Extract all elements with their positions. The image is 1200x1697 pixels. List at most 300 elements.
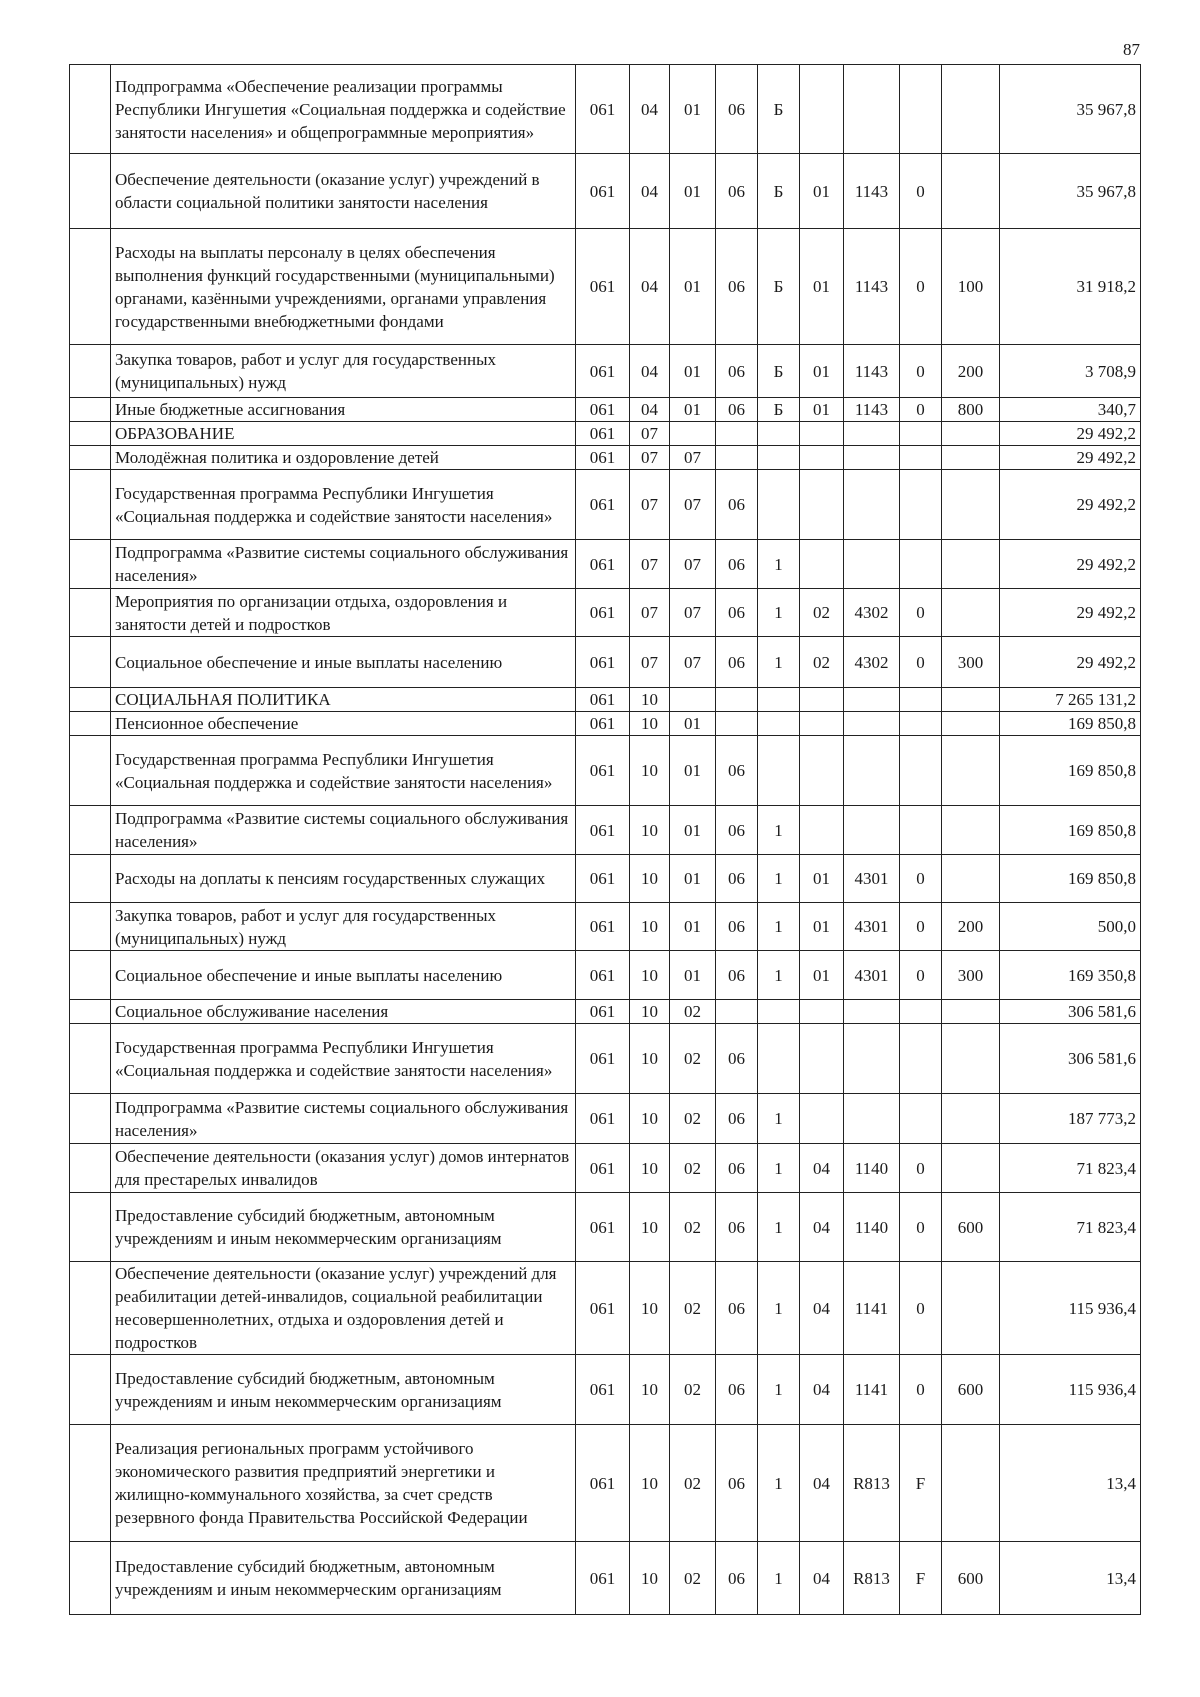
- table-row: [70, 589, 1141, 637]
- code-subprogram-cell: 1: [758, 903, 800, 951]
- table-row: [70, 1262, 1141, 1355]
- code-direction-cell: 1143: [844, 154, 900, 229]
- table-row: [70, 1000, 1141, 1024]
- code-event-cell: 01: [800, 951, 844, 1000]
- table-row: [70, 712, 1141, 736]
- amount-cell: 29 492,2: [1000, 446, 1141, 470]
- code-ved-cell: 061: [576, 903, 630, 951]
- code-program-cell: 06: [716, 345, 758, 398]
- code-subprogram-cell: Б: [758, 398, 800, 422]
- amount-cell: 306 581,6: [1000, 1000, 1141, 1024]
- code-direction-cell: 1143: [844, 398, 900, 422]
- code-expense-type-cell: 300: [942, 951, 1000, 1000]
- row-name-cell: Расходы на доплаты к пенсиям государственных служащих: [111, 855, 576, 903]
- table-row: [70, 1193, 1141, 1262]
- code-pr-cell: 02: [670, 1094, 716, 1144]
- code-program-cell: 06: [716, 540, 758, 589]
- code-expense-type-cell: [942, 736, 1000, 806]
- code-rz-cell: 10: [630, 736, 670, 806]
- code-pr-cell: 01: [670, 398, 716, 422]
- row-blank-cell: [70, 154, 111, 229]
- code-subprogram-cell: 1: [758, 855, 800, 903]
- table-row: [70, 65, 1141, 154]
- amount-cell: 29 492,2: [1000, 540, 1141, 589]
- amount-cell: 115 936,4: [1000, 1355, 1141, 1425]
- code-event-cell: 01: [800, 903, 844, 951]
- code-expense-type-cell: [942, 422, 1000, 446]
- code-pr-cell: 01: [670, 951, 716, 1000]
- code-event-cell: [800, 65, 844, 154]
- code-suffix-cell: 0: [900, 345, 942, 398]
- code-event-cell: 04: [800, 1262, 844, 1355]
- code-program-cell: 06: [716, 1193, 758, 1262]
- code-event-cell: 01: [800, 398, 844, 422]
- code-ved-cell: 061: [576, 65, 630, 154]
- row-name-cell: Реализация региональных программ устойчивого экономического развития предприятий энергетики и жилищно-коммунального хозяйства, за счет средств резервного фонда Правительства Российской Федерации: [111, 1425, 576, 1542]
- row-name-cell: ОБРАЗОВАНИЕ: [111, 422, 576, 446]
- amount-cell: 71 823,4: [1000, 1193, 1141, 1262]
- code-program-cell: 06: [716, 398, 758, 422]
- code-expense-type-cell: [942, 1000, 1000, 1024]
- code-program-cell: 06: [716, 589, 758, 637]
- code-subprogram-cell: 1: [758, 1542, 800, 1615]
- code-direction-cell: 4301: [844, 951, 900, 1000]
- code-direction-cell: 4301: [844, 855, 900, 903]
- code-expense-type-cell: [942, 65, 1000, 154]
- code-program-cell: 06: [716, 65, 758, 154]
- page-number: 87: [1123, 40, 1140, 59]
- amount-cell: 169 850,8: [1000, 736, 1141, 806]
- code-ved-cell: 061: [576, 1024, 630, 1094]
- table-row: [70, 688, 1141, 712]
- row-name-cell: Обеспечение деятельности (оказание услуг) учреждений для реабилитации детей-инвалидов, социальной реабилитации несовершеннолетних, отдыха и оздоровления детей и подростков: [111, 1262, 576, 1355]
- code-event-cell: 04: [800, 1144, 844, 1193]
- code-rz-cell: 10: [630, 903, 670, 951]
- code-event-cell: 04: [800, 1193, 844, 1262]
- code-program-cell: 06: [716, 154, 758, 229]
- code-program-cell: [716, 688, 758, 712]
- row-name-cell: Обеспечение деятельности (оказание услуг) учреждений в области социальной политики занятости населения: [111, 154, 576, 229]
- row-blank-cell: [70, 637, 111, 688]
- code-suffix-cell: [900, 1094, 942, 1144]
- code-subprogram-cell: 1: [758, 1144, 800, 1193]
- row-blank-cell: [70, 806, 111, 855]
- code-subprogram-cell: Б: [758, 154, 800, 229]
- row-blank-cell: [70, 229, 111, 345]
- code-suffix-cell: [900, 65, 942, 154]
- table-row: [70, 637, 1141, 688]
- code-ved-cell: 061: [576, 688, 630, 712]
- code-direction-cell: 1143: [844, 229, 900, 345]
- code-expense-type-cell: 200: [942, 903, 1000, 951]
- amount-cell: 35 967,8: [1000, 154, 1141, 229]
- code-ved-cell: 061: [576, 806, 630, 855]
- code-subprogram-cell: [758, 736, 800, 806]
- row-name-cell: Подпрограмма «Обеспечение реализации программы Республики Ингушетия «Социальная поддержка и содействие занятости населения» и общепрограммные мероприятия»: [111, 65, 576, 154]
- code-subprogram-cell: 1: [758, 1262, 800, 1355]
- code-rz-cell: 04: [630, 154, 670, 229]
- code-ved-cell: 061: [576, 229, 630, 345]
- code-ved-cell: 061: [576, 422, 630, 446]
- code-direction-cell: 1141: [844, 1355, 900, 1425]
- code-pr-cell: 07: [670, 470, 716, 540]
- code-event-cell: 01: [800, 229, 844, 345]
- code-suffix-cell: [900, 688, 942, 712]
- table-row: [70, 446, 1141, 470]
- code-expense-type-cell: 200: [942, 345, 1000, 398]
- amount-cell: 29 492,2: [1000, 470, 1141, 540]
- code-direction-cell: 4301: [844, 903, 900, 951]
- code-expense-type-cell: [942, 1262, 1000, 1355]
- amount-cell: 29 492,2: [1000, 637, 1141, 688]
- row-blank-cell: [70, 1024, 111, 1094]
- amount-cell: 169 350,8: [1000, 951, 1141, 1000]
- code-pr-cell: 07: [670, 637, 716, 688]
- code-direction-cell: [844, 1094, 900, 1144]
- code-ved-cell: 061: [576, 1262, 630, 1355]
- amount-cell: 31 918,2: [1000, 229, 1141, 345]
- code-suffix-cell: [900, 806, 942, 855]
- row-blank-cell: [70, 1425, 111, 1542]
- code-rz-cell: 04: [630, 345, 670, 398]
- amount-cell: 169 850,8: [1000, 712, 1141, 736]
- code-program-cell: 06: [716, 903, 758, 951]
- code-suffix-cell: F: [900, 1542, 942, 1615]
- code-rz-cell: 04: [630, 65, 670, 154]
- table-row: [70, 398, 1141, 422]
- row-blank-cell: [70, 470, 111, 540]
- code-event-cell: [800, 470, 844, 540]
- code-rz-cell: 10: [630, 806, 670, 855]
- code-rz-cell: 07: [630, 422, 670, 446]
- code-pr-cell: 01: [670, 806, 716, 855]
- row-blank-cell: [70, 1262, 111, 1355]
- code-subprogram-cell: [758, 1024, 800, 1094]
- amount-cell: 340,7: [1000, 398, 1141, 422]
- row-name-cell: Расходы на выплаты персоналу в целях обеспечения выполнения функций государственными (муниципальными) органами, казёнными учреждениями, органами управления государственными внебюджетными фондами: [111, 229, 576, 345]
- row-blank-cell: [70, 589, 111, 637]
- code-ved-cell: 061: [576, 446, 630, 470]
- code-subprogram-cell: 1: [758, 951, 800, 1000]
- code-rz-cell: 10: [630, 1024, 670, 1094]
- code-rz-cell: 10: [630, 855, 670, 903]
- code-ved-cell: 061: [576, 1425, 630, 1542]
- code-suffix-cell: [900, 1024, 942, 1094]
- code-event-cell: 02: [800, 637, 844, 688]
- table-row: [70, 1024, 1141, 1094]
- code-program-cell: 06: [716, 1094, 758, 1144]
- row-blank-cell: [70, 1144, 111, 1193]
- code-suffix-cell: 0: [900, 154, 942, 229]
- code-subprogram-cell: 1: [758, 1425, 800, 1542]
- code-program-cell: 06: [716, 1144, 758, 1193]
- row-blank-cell: [70, 712, 111, 736]
- row-name-cell: Государственная программа Республики Ингушетия «Социальная поддержка и содействие занятости населения»: [111, 1024, 576, 1094]
- row-blank-cell: [70, 903, 111, 951]
- code-rz-cell: 10: [630, 1193, 670, 1262]
- code-pr-cell: 01: [670, 65, 716, 154]
- code-subprogram-cell: [758, 712, 800, 736]
- code-direction-cell: [844, 806, 900, 855]
- code-rz-cell: 07: [630, 637, 670, 688]
- code-expense-type-cell: 100: [942, 229, 1000, 345]
- code-event-cell: [800, 736, 844, 806]
- code-rz-cell: 07: [630, 540, 670, 589]
- code-expense-type-cell: [942, 712, 1000, 736]
- code-expense-type-cell: [942, 446, 1000, 470]
- code-suffix-cell: [900, 422, 942, 446]
- code-suffix-cell: 0: [900, 589, 942, 637]
- code-subprogram-cell: [758, 422, 800, 446]
- code-ved-cell: 061: [576, 1094, 630, 1144]
- code-rz-cell: 04: [630, 229, 670, 345]
- row-blank-cell: [70, 446, 111, 470]
- row-name-cell: Молодёжная политика и оздоровление детей: [111, 446, 576, 470]
- table-row: [70, 736, 1141, 806]
- code-program-cell: 06: [716, 229, 758, 345]
- code-subprogram-cell: Б: [758, 345, 800, 398]
- code-event-cell: [800, 688, 844, 712]
- code-pr-cell: 01: [670, 712, 716, 736]
- code-pr-cell: 01: [670, 154, 716, 229]
- row-name-cell: Предоставление субсидий бюджетным, автономным учреждениям и иным некоммерческим организациям: [111, 1542, 576, 1615]
- code-event-cell: 04: [800, 1542, 844, 1615]
- table-row: [70, 154, 1141, 229]
- row-name-cell: СОЦИАЛЬНАЯ ПОЛИТИКА: [111, 688, 576, 712]
- code-direction-cell: [844, 688, 900, 712]
- code-direction-cell: 1140: [844, 1193, 900, 1262]
- table-row: [70, 1355, 1141, 1425]
- code-direction-cell: R813: [844, 1542, 900, 1615]
- code-rz-cell: 10: [630, 1355, 670, 1425]
- code-event-cell: [800, 1000, 844, 1024]
- amount-cell: 187 773,2: [1000, 1094, 1141, 1144]
- row-name-cell: Предоставление субсидий бюджетным, автономным учреждениям и иным некоммерческим организациям: [111, 1355, 576, 1425]
- code-suffix-cell: 0: [900, 637, 942, 688]
- code-direction-cell: [844, 65, 900, 154]
- code-suffix-cell: [900, 470, 942, 540]
- code-expense-type-cell: 600: [942, 1355, 1000, 1425]
- code-ved-cell: 061: [576, 736, 630, 806]
- table-row: [70, 951, 1141, 1000]
- code-expense-type-cell: 300: [942, 637, 1000, 688]
- code-pr-cell: 07: [670, 540, 716, 589]
- amount-cell: 71 823,4: [1000, 1144, 1141, 1193]
- row-blank-cell: [70, 422, 111, 446]
- table-row: [70, 540, 1141, 589]
- code-program-cell: [716, 422, 758, 446]
- code-pr-cell: 01: [670, 345, 716, 398]
- code-rz-cell: 04: [630, 398, 670, 422]
- code-expense-type-cell: [942, 470, 1000, 540]
- code-pr-cell: [670, 422, 716, 446]
- code-suffix-cell: 0: [900, 398, 942, 422]
- code-subprogram-cell: 1: [758, 1355, 800, 1425]
- row-blank-cell: [70, 1355, 111, 1425]
- code-direction-cell: [844, 1000, 900, 1024]
- code-expense-type-cell: [942, 806, 1000, 855]
- row-name-cell: Подпрограмма «Развитие системы социального обслуживания населения»: [111, 1094, 576, 1144]
- code-suffix-cell: 0: [900, 229, 942, 345]
- code-direction-cell: [844, 446, 900, 470]
- code-pr-cell: 02: [670, 1144, 716, 1193]
- code-ved-cell: 061: [576, 712, 630, 736]
- code-event-cell: 01: [800, 154, 844, 229]
- code-ved-cell: 061: [576, 1355, 630, 1425]
- table-row: [70, 806, 1141, 855]
- table-row: [70, 1094, 1141, 1144]
- code-expense-type-cell: [942, 688, 1000, 712]
- code-suffix-cell: 0: [900, 1193, 942, 1262]
- code-expense-type-cell: [942, 1425, 1000, 1542]
- code-ved-cell: 061: [576, 540, 630, 589]
- code-program-cell: 06: [716, 855, 758, 903]
- code-event-cell: 04: [800, 1355, 844, 1425]
- row-name-cell: Социальное обеспечение и иные выплаты населению: [111, 951, 576, 1000]
- code-event-cell: 01: [800, 855, 844, 903]
- code-rz-cell: 07: [630, 589, 670, 637]
- code-event-cell: [800, 540, 844, 589]
- code-rz-cell: 10: [630, 951, 670, 1000]
- code-direction-cell: 1143: [844, 345, 900, 398]
- code-program-cell: 06: [716, 1542, 758, 1615]
- code-rz-cell: 10: [630, 1425, 670, 1542]
- code-pr-cell: 07: [670, 589, 716, 637]
- code-direction-cell: [844, 712, 900, 736]
- code-expense-type-cell: [942, 855, 1000, 903]
- amount-cell: 306 581,6: [1000, 1024, 1141, 1094]
- code-expense-type-cell: [942, 540, 1000, 589]
- row-name-cell: Государственная программа Республики Ингушетия «Социальная поддержка и содействие занятости населения»: [111, 470, 576, 540]
- code-ved-cell: 061: [576, 398, 630, 422]
- amount-cell: 500,0: [1000, 903, 1141, 951]
- code-ved-cell: 061: [576, 589, 630, 637]
- code-suffix-cell: 0: [900, 1355, 942, 1425]
- row-name-cell: Закупка товаров, работ и услуг для государственных (муниципальных) нужд: [111, 903, 576, 951]
- code-expense-type-cell: [942, 1024, 1000, 1094]
- code-rz-cell: 10: [630, 712, 670, 736]
- code-pr-cell: 02: [670, 1542, 716, 1615]
- table-row: [70, 470, 1141, 540]
- code-suffix-cell: [900, 736, 942, 806]
- amount-cell: 169 850,8: [1000, 806, 1141, 855]
- code-suffix-cell: [900, 446, 942, 470]
- row-blank-cell: [70, 540, 111, 589]
- code-subprogram-cell: 1: [758, 589, 800, 637]
- row-name-cell: Социальное обеспечение и иные выплаты населению: [111, 637, 576, 688]
- row-name-cell: Иные бюджетные ассигнования: [111, 398, 576, 422]
- code-ved-cell: 061: [576, 637, 630, 688]
- code-subprogram-cell: [758, 688, 800, 712]
- code-pr-cell: 02: [670, 1355, 716, 1425]
- row-blank-cell: [70, 345, 111, 398]
- code-ved-cell: 061: [576, 154, 630, 229]
- row-blank-cell: [70, 736, 111, 806]
- budget-table: [69, 64, 1141, 1615]
- code-subprogram-cell: Б: [758, 229, 800, 345]
- code-program-cell: [716, 712, 758, 736]
- code-suffix-cell: 0: [900, 1262, 942, 1355]
- code-suffix-cell: [900, 540, 942, 589]
- code-rz-cell: 10: [630, 688, 670, 712]
- code-direction-cell: 1141: [844, 1262, 900, 1355]
- table-row: [70, 1425, 1141, 1542]
- row-name-cell: Государственная программа Республики Ингушетия «Социальная поддержка и содействие занятости населения»: [111, 736, 576, 806]
- row-blank-cell: [70, 1193, 111, 1262]
- code-pr-cell: 07: [670, 446, 716, 470]
- amount-cell: 29 492,2: [1000, 422, 1141, 446]
- table-row: [70, 345, 1141, 398]
- code-subprogram-cell: 1: [758, 806, 800, 855]
- code-direction-cell: 4302: [844, 637, 900, 688]
- code-rz-cell: 10: [630, 1094, 670, 1144]
- code-rz-cell: 10: [630, 1000, 670, 1024]
- code-event-cell: 01: [800, 345, 844, 398]
- code-pr-cell: 02: [670, 1024, 716, 1094]
- code-subprogram-cell: [758, 1000, 800, 1024]
- code-expense-type-cell: [942, 1144, 1000, 1193]
- code-direction-cell: R813: [844, 1425, 900, 1542]
- code-event-cell: [800, 422, 844, 446]
- code-event-cell: [800, 806, 844, 855]
- code-pr-cell: 02: [670, 1425, 716, 1542]
- row-blank-cell: [70, 1542, 111, 1615]
- row-blank-cell: [70, 65, 111, 154]
- code-direction-cell: [844, 540, 900, 589]
- code-ved-cell: 061: [576, 1542, 630, 1615]
- code-subprogram-cell: Б: [758, 65, 800, 154]
- row-blank-cell: [70, 398, 111, 422]
- code-rz-cell: 07: [630, 470, 670, 540]
- table-row: [70, 1542, 1141, 1615]
- code-suffix-cell: 0: [900, 1144, 942, 1193]
- row-blank-cell: [70, 688, 111, 712]
- table-row: [70, 1144, 1141, 1193]
- code-program-cell: [716, 1000, 758, 1024]
- code-expense-type-cell: [942, 1094, 1000, 1144]
- code-suffix-cell: [900, 712, 942, 736]
- code-pr-cell: 01: [670, 903, 716, 951]
- code-direction-cell: [844, 470, 900, 540]
- table-row: [70, 229, 1141, 345]
- code-subprogram-cell: 1: [758, 637, 800, 688]
- code-pr-cell: [670, 688, 716, 712]
- code-subprogram-cell: [758, 470, 800, 540]
- code-program-cell: 06: [716, 1024, 758, 1094]
- amount-cell: 13,4: [1000, 1542, 1141, 1615]
- code-subprogram-cell: 1: [758, 540, 800, 589]
- amount-cell: 7 265 131,2: [1000, 688, 1141, 712]
- code-program-cell: 06: [716, 637, 758, 688]
- code-rz-cell: 10: [630, 1262, 670, 1355]
- amount-cell: 169 850,8: [1000, 855, 1141, 903]
- code-expense-type-cell: [942, 589, 1000, 637]
- code-subprogram-cell: [758, 446, 800, 470]
- code-suffix-cell: F: [900, 1425, 942, 1542]
- row-name-cell: Предоставление субсидий бюджетным, автономным учреждениям и иным некоммерческим организациям: [111, 1193, 576, 1262]
- code-direction-cell: 4302: [844, 589, 900, 637]
- code-program-cell: 06: [716, 736, 758, 806]
- row-name-cell: Социальное обслуживание населения: [111, 1000, 576, 1024]
- code-ved-cell: 061: [576, 1000, 630, 1024]
- amount-cell: 35 967,8: [1000, 65, 1141, 154]
- code-rz-cell: 10: [630, 1144, 670, 1193]
- code-ved-cell: 061: [576, 951, 630, 1000]
- row-name-cell: Пенсионное обеспечение: [111, 712, 576, 736]
- code-direction-cell: [844, 1024, 900, 1094]
- code-program-cell: 06: [716, 951, 758, 1000]
- code-direction-cell: [844, 736, 900, 806]
